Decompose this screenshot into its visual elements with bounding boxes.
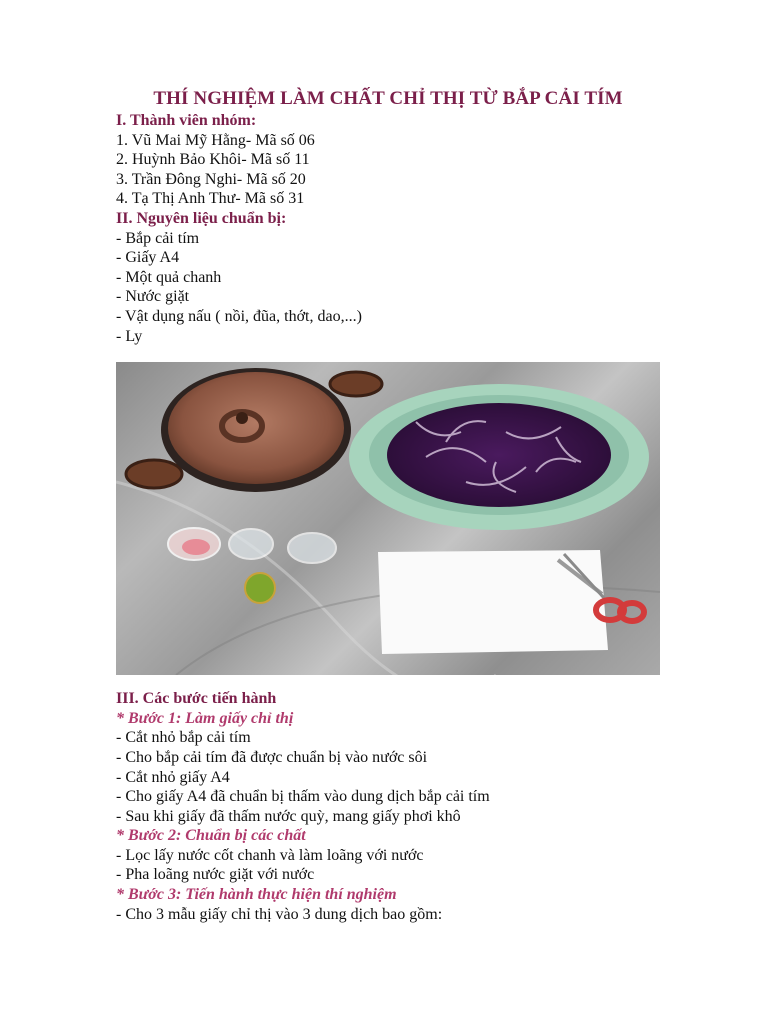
materials-photo — [116, 362, 660, 675]
member-line: 4. Tạ Thị Anh Thư- Mã số 31 — [116, 190, 305, 208]
members-heading: I. Thành viên nhóm: — [116, 112, 257, 129]
material-item: - Nước giặt — [116, 288, 190, 306]
step-line: - Cho 3 mẫu giấy chỉ thị vào 3 dung dịch bao gồm: — [116, 905, 443, 923]
step-line: - Cắt nhỏ bắp cải tím — [116, 729, 251, 747]
material-item: - Vật dụng nấu ( nồi, đũa, thớt, dao,...) — [116, 307, 362, 325]
document-page — [116, 88, 660, 924]
steps-heading: III. Các bước tiến hành — [116, 690, 277, 708]
materials-illustration — [116, 362, 660, 675]
materials-heading: II. Nguyên liệu chuẩn bị: — [116, 209, 287, 227]
step1-title: * Bước 1: Làm giấy chỉ thị — [116, 709, 294, 727]
glass-cup — [229, 529, 273, 559]
material-item: - Một quả chanh — [116, 268, 222, 286]
member-line: 1. Vũ Mai Mỹ Hằng- Mã số 06 — [116, 131, 315, 149]
glass-cup — [288, 533, 336, 563]
step-line: - Lọc lấy nước cốt chanh và làm loãng với nước — [116, 846, 424, 864]
step-line: - Sau khi giấy đã thấm nước quỳ, mang giấy phơi khô — [116, 807, 461, 825]
step-line: - Cho bắp cải tím đã được chuẩn bị vào nước sôi — [116, 748, 428, 766]
lime — [245, 573, 275, 603]
document-title: THÍ NGHIỆM LÀM CHẤT CHỈ THỊ TỪ BẮP CẢI TÍM — [153, 88, 623, 109]
pot-handle — [330, 372, 382, 396]
step2-title: * Bước 2: Chuẩn bị các chất — [116, 827, 306, 845]
pot-lid — [168, 372, 344, 484]
material-item: - Ly — [116, 327, 143, 345]
step-line: - Cho giấy A4 đã chuẩn bị thấm vào dung dịch bắp cải tím — [116, 788, 490, 806]
member-line: 2. Huỳnh Bảo Khôi- Mã số 11 — [116, 151, 310, 169]
step3-title: * Bước 3: Tiến hành thực hiện thí nghiệm — [116, 886, 397, 904]
pot-handle — [126, 460, 182, 488]
purple-cabbage — [387, 403, 611, 507]
step-line: - Pha loãng nước giặt với nước — [116, 866, 315, 884]
step-line: - Cắt nhỏ giấy A4 — [116, 768, 230, 786]
material-item: - Giấy A4 — [116, 249, 180, 267]
member-line: 3. Trần Đông Nghi- Mã số 20 — [116, 170, 306, 188]
material-item: - Bắp cải tím — [116, 229, 200, 247]
